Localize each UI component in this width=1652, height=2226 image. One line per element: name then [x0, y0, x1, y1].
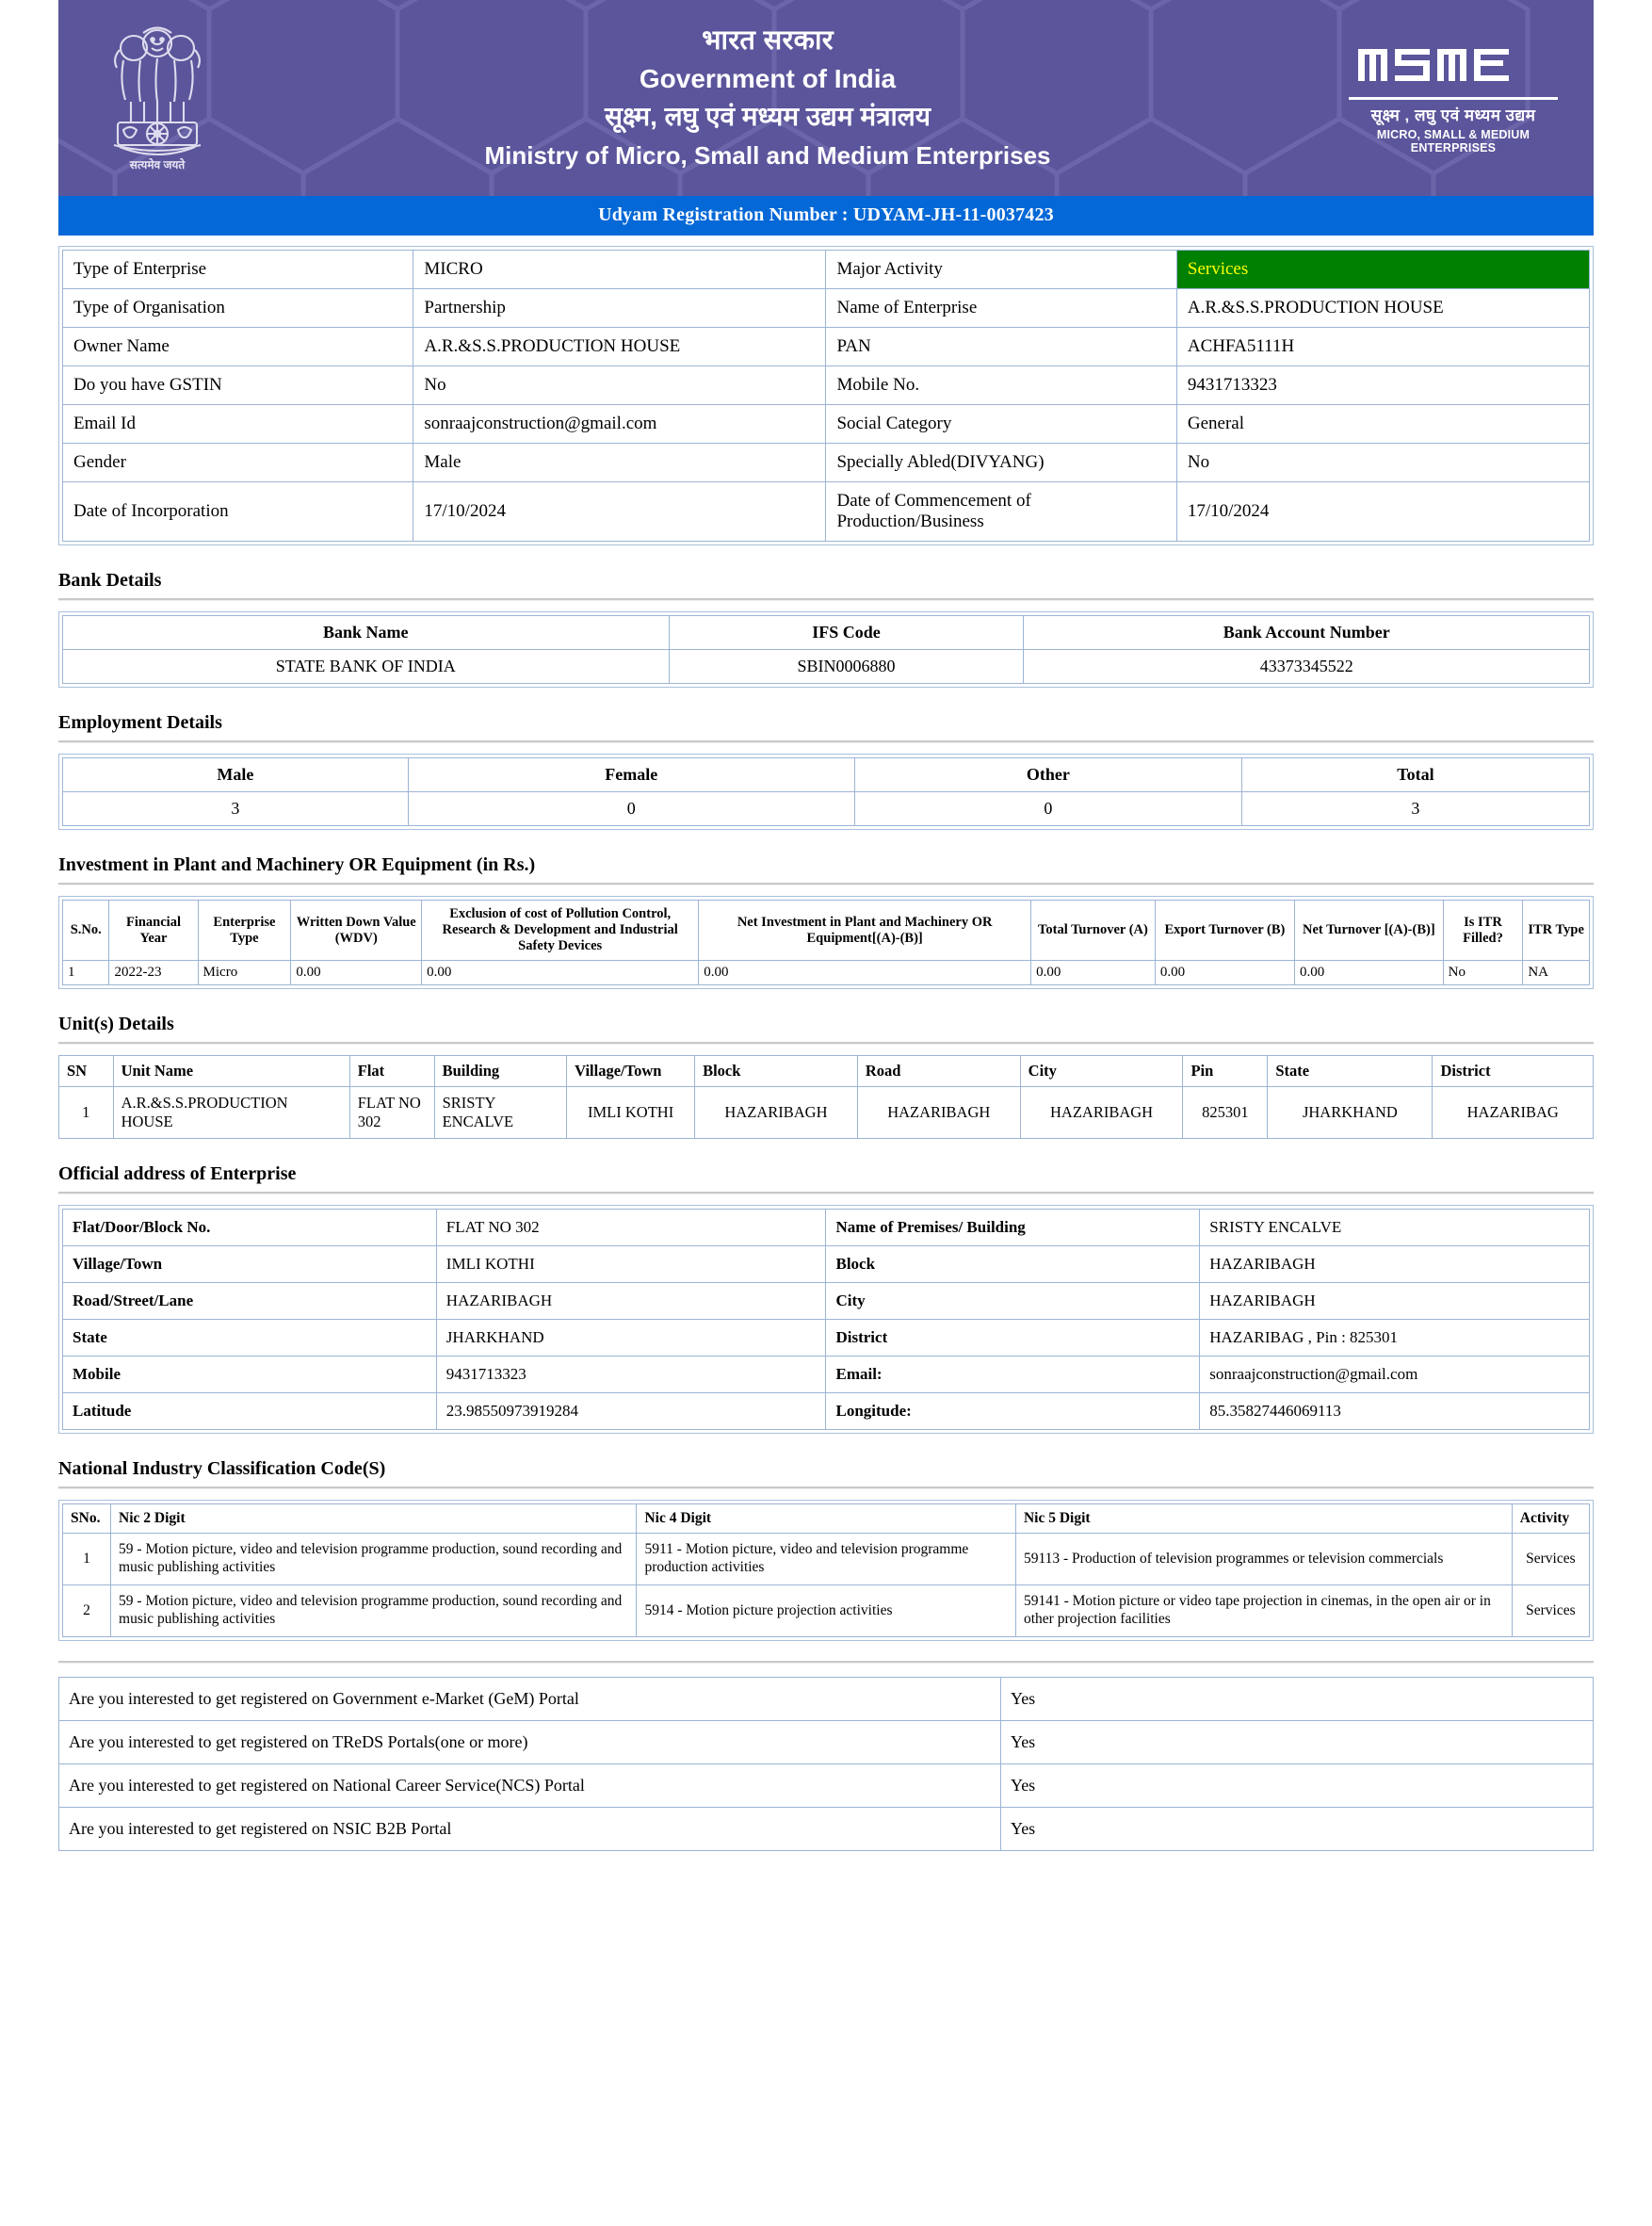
portal-answer: Yes: [1001, 1677, 1594, 1720]
section-divider: [58, 883, 1594, 886]
official-address-table-wrap: [58, 1205, 1594, 1434]
table-cell: HAZARIBAG: [1433, 1087, 1594, 1139]
table-row: [63, 251, 1590, 289]
table-cell: 5914 - Motion picture projection activities: [637, 1585, 1015, 1637]
field-value: 9431713323: [436, 1357, 826, 1393]
field-value: Male: [413, 444, 826, 482]
field-value: 17/10/2024: [1176, 482, 1589, 542]
column-header: SNo.: [63, 1504, 111, 1534]
table-cell: 59141 - Motion picture or video tape projection in cinemas, in the open air or in other projection facilities: [1015, 1585, 1512, 1637]
portal-interest-table-wrap: [58, 1677, 1594, 1851]
table-cell: 0: [854, 792, 1241, 826]
column-header: Activity: [1512, 1504, 1589, 1534]
employment-details-heading: Employment Details: [58, 712, 222, 733]
column-header: Unit Name: [113, 1056, 349, 1087]
table-cell: JHARKHAND: [1268, 1087, 1433, 1139]
employment-details-table: [62, 757, 1590, 826]
table-cell: 0.00: [1155, 961, 1294, 985]
field-label: City: [826, 1283, 1200, 1320]
header-title-hindi: भारत सरकार: [702, 25, 834, 57]
units-details-table-wrap: [58, 1055, 1594, 1139]
field-value: 9431713323: [1176, 366, 1589, 405]
table-cell: No: [1443, 961, 1523, 985]
units-details-heading: Unit(s) Details: [58, 1014, 174, 1035]
table-cell: HAZARIBAGH: [857, 1087, 1020, 1139]
column-header: Exclusion of cost of Pollution Control, Research & Development and Industrial Safety Devices: [422, 901, 699, 961]
investment-table: [62, 900, 1590, 985]
msme-logo-divider: [1349, 97, 1558, 100]
header-ministry-hindi: सूक्ष्म, लघु एवं मध्यम उद्यम मंत्रालय: [604, 102, 931, 132]
official-address-table: [62, 1209, 1590, 1430]
table-cell: 0.00: [1295, 961, 1444, 985]
field-value: sonraajconstruction@gmail.com: [413, 405, 826, 444]
field-label: Type of Enterprise: [63, 251, 413, 289]
ashoka-emblem-icon: [87, 19, 228, 177]
table-header-row: [63, 616, 1590, 650]
nic-codes-table: [62, 1503, 1590, 1637]
column-header: SN: [59, 1056, 114, 1087]
table-row: [59, 1763, 1594, 1807]
column-header: Is ITR Filled?: [1443, 901, 1523, 961]
field-value: JHARKHAND: [436, 1320, 826, 1357]
column-header: Net Turnover [(A)-(B)]: [1295, 901, 1444, 961]
section-divider: [58, 1661, 1594, 1664]
table-cell: 0.00: [1031, 961, 1156, 985]
table-row: [63, 961, 1590, 985]
field-label: District: [826, 1320, 1200, 1357]
field-label: Email Id: [63, 405, 413, 444]
table-row: [63, 650, 1590, 684]
portal-answer: Yes: [1001, 1720, 1594, 1763]
table-row: [63, 1357, 1590, 1393]
field-value: No: [1176, 444, 1589, 482]
table-row: [63, 366, 1590, 405]
nic-codes-heading: National Industry Classification Code(S): [58, 1458, 386, 1480]
table-cell: A.R.&S.S.PRODUCTION HOUSE: [113, 1087, 349, 1139]
government-header-banner: [58, 0, 1594, 196]
field-label: Specially Abled(DIVYANG): [826, 444, 1176, 482]
field-label: Name of Enterprise: [826, 289, 1176, 328]
column-header: Nic 4 Digit: [637, 1504, 1015, 1534]
field-value: IMLI KOTHI: [436, 1246, 826, 1283]
table-cell: Services: [1512, 1585, 1589, 1637]
msme-logo-english: MICRO, SMALL & MEDIUM ENTERPRISES: [1376, 128, 1531, 154]
bank-details-table-wrap: [58, 611, 1594, 688]
column-header: Export Turnover (B): [1155, 901, 1294, 961]
column-header: State: [1268, 1056, 1433, 1087]
section-divider: [58, 1487, 1594, 1489]
field-value: ACHFA5111H: [1176, 328, 1589, 366]
column-header: Other: [854, 758, 1241, 792]
table-cell: 1: [63, 961, 109, 985]
field-label: Type of Organisation: [63, 289, 413, 328]
table-cell: SRISTY ENCALVE: [434, 1087, 567, 1139]
table-cell: 0.00: [291, 961, 422, 985]
table-cell: STATE BANK OF INDIA: [63, 650, 670, 684]
table-cell: FLAT NO 302: [349, 1087, 434, 1139]
field-label: Mobile No.: [826, 366, 1176, 405]
field-label: Do you have GSTIN: [63, 366, 413, 405]
field-label: Social Category: [826, 405, 1176, 444]
field-value: No: [413, 366, 826, 405]
portal-interest-table: [58, 1677, 1594, 1851]
udyam-registration-number-bar: Udyam Registration Number : UDYAM-JH-11-0037423: [58, 196, 1594, 236]
column-header: Total: [1241, 758, 1589, 792]
column-header: Flat: [349, 1056, 434, 1087]
table-header-row: [63, 758, 1590, 792]
table-cell: 3: [63, 792, 409, 826]
table-cell: 59 - Motion picture, video and television programme production, sound recording and music publishing activities: [111, 1534, 637, 1585]
column-header: Road: [857, 1056, 1020, 1087]
header-title-english: Government of India: [639, 64, 897, 94]
field-label: Road/Street/Lane: [63, 1283, 437, 1320]
table-row: [63, 444, 1590, 482]
table-header-row: [63, 901, 1590, 961]
investment-table-wrap: [58, 896, 1594, 989]
table-cell: 1: [63, 1534, 111, 1585]
msme-wordmark-icon: [1356, 41, 1550, 92]
column-header: Written Down Value (WDV): [291, 901, 422, 961]
field-label: Email:: [826, 1357, 1200, 1393]
column-header: S.No.: [63, 901, 109, 961]
table-cell: Micro: [198, 961, 291, 985]
column-header: Enterprise Type: [198, 901, 291, 961]
field-value: 85.35827446069113: [1200, 1393, 1590, 1430]
field-value: HAZARIBAGH: [1200, 1283, 1590, 1320]
column-header: Net Investment in Plant and Machinery OR Equipment[(A)-(B)]: [699, 901, 1031, 961]
table-cell: 43373345522: [1024, 650, 1590, 684]
table-cell: 2022-23: [109, 961, 198, 985]
table-row: [63, 328, 1590, 366]
table-row: [63, 1585, 1590, 1637]
column-header: ITR Type: [1523, 901, 1590, 961]
column-header: Bank Account Number: [1024, 616, 1590, 650]
section-divider: [58, 1042, 1594, 1045]
field-value: A.R.&S.S.PRODUCTION HOUSE: [413, 328, 826, 366]
svg-text:सत्यमेव जयते: सत्यमेव जयते: [129, 158, 186, 171]
section-divider: [58, 740, 1594, 743]
field-value: A.R.&S.S.PRODUCTION HOUSE: [1176, 289, 1589, 328]
column-header: Male: [63, 758, 409, 792]
portal-answer: Yes: [1001, 1807, 1594, 1850]
column-header: Village/Town: [567, 1056, 695, 1087]
table-cell: 59113 - Production of television programmes or television commercials: [1015, 1534, 1512, 1585]
field-label: Date of Commencement of Production/Business: [826, 482, 1176, 542]
field-value: HAZARIBAGH: [436, 1283, 826, 1320]
section-divider: [58, 598, 1594, 601]
field-value: General: [1176, 405, 1589, 444]
table-row: [63, 1320, 1590, 1357]
field-label: Village/Town: [63, 1246, 437, 1283]
table-cell: 1: [59, 1087, 114, 1139]
table-row: [59, 1720, 1594, 1763]
field-label: Latitude: [63, 1393, 437, 1430]
table-row: [59, 1807, 1594, 1850]
enterprise-details-table: [62, 250, 1590, 542]
table-row: [63, 289, 1590, 328]
field-label: Block: [826, 1246, 1200, 1283]
column-header: Building: [434, 1056, 567, 1087]
table-row: [63, 405, 1590, 444]
table-cell: IMLI KOTHI: [567, 1087, 695, 1139]
table-row: [63, 1534, 1590, 1585]
header-ministry-english: Ministry of Micro, Small and Medium Enterprises: [484, 140, 1051, 170]
table-row: [59, 1677, 1594, 1720]
employment-details-table-wrap: [58, 754, 1594, 830]
enterprise-details-table-wrap: [58, 246, 1594, 545]
field-label: Owner Name: [63, 328, 413, 366]
table-row: [63, 1246, 1590, 1283]
column-header: Nic 5 Digit: [1015, 1504, 1512, 1534]
field-label: Longitude:: [826, 1393, 1200, 1430]
table-cell: SBIN0006880: [669, 650, 1024, 684]
msme-logo-hindi: सूक्ष्म , लघु एवं मध्यम उद्यम: [1370, 106, 1536, 124]
table-row: [63, 1210, 1590, 1246]
units-details-table: [58, 1055, 1594, 1139]
column-header: Block: [695, 1056, 858, 1087]
table-header-row: [59, 1056, 1594, 1087]
column-header: Bank Name: [63, 616, 670, 650]
bank-details-table: [62, 615, 1590, 684]
bank-details-heading: Bank Details: [58, 570, 162, 591]
field-value: Partnership: [413, 289, 826, 328]
field-value: FLAT NO 302: [436, 1210, 826, 1246]
field-value: SRISTY ENCALVE: [1200, 1210, 1590, 1246]
portal-question: Are you interested to get registered on NSIC B2B Portal: [59, 1807, 1001, 1850]
portal-answer: Yes: [1001, 1763, 1594, 1807]
msme-logo: [1336, 41, 1571, 154]
table-row: [59, 1087, 1594, 1139]
table-cell: HAZARIBAGH: [1020, 1087, 1183, 1139]
table-header-row: [63, 1504, 1590, 1534]
field-value: 17/10/2024: [413, 482, 826, 542]
field-value: HAZARIBAG , Pin : 825301: [1200, 1320, 1590, 1357]
table-cell: 59 - Motion picture, video and television programme production, sound recording and music publishing activities: [111, 1585, 637, 1637]
column-header: Female: [408, 758, 854, 792]
spacer: [0, 1641, 1652, 1654]
table-cell: NA: [1523, 961, 1590, 985]
table-cell: 825301: [1183, 1087, 1268, 1139]
table-cell: 0: [408, 792, 854, 826]
header-title-block: [228, 24, 1336, 171]
field-value: 23.98550973919284: [436, 1393, 826, 1430]
investment-heading: Investment in Plant and Machinery OR Equipment (in Rs.): [58, 854, 536, 875]
table-cell: 0.00: [699, 961, 1031, 985]
official-address-heading: Official address of Enterprise: [58, 1163, 297, 1185]
section-divider: [58, 1192, 1594, 1194]
field-label: Name of Premises/ Building: [826, 1210, 1200, 1246]
field-label: Date of Incorporation: [63, 482, 413, 542]
portal-question: Are you interested to get registered on National Career Service(NCS) Portal: [59, 1763, 1001, 1807]
field-label: Major Activity: [826, 251, 1176, 289]
column-header: City: [1020, 1056, 1183, 1087]
table-row: [63, 1283, 1590, 1320]
column-header: IFS Code: [669, 616, 1024, 650]
column-header: Total Turnover (A): [1031, 901, 1156, 961]
table-row: [63, 792, 1590, 826]
nic-codes-table-wrap: [58, 1500, 1594, 1641]
portal-question: Are you interested to get registered on TReDS Portals(one or more): [59, 1720, 1001, 1763]
table-row: [63, 482, 1590, 542]
field-label: PAN: [826, 328, 1176, 366]
table-cell: HAZARIBAGH: [695, 1087, 858, 1139]
field-value: MICRO: [413, 251, 826, 289]
column-header: Pin: [1183, 1056, 1268, 1087]
column-header: Nic 2 Digit: [111, 1504, 637, 1534]
field-label: Mobile: [63, 1357, 437, 1393]
major-activity-badge: Services: [1176, 251, 1589, 289]
table-cell: 2: [63, 1585, 111, 1637]
table-cell: 3: [1241, 792, 1589, 826]
field-value: sonraajconstruction@gmail.com: [1200, 1357, 1590, 1393]
field-value: HAZARIBAGH: [1200, 1246, 1590, 1283]
column-header: District: [1433, 1056, 1594, 1087]
table-cell: Services: [1512, 1534, 1589, 1585]
column-header: Financial Year: [109, 901, 198, 961]
field-label: State: [63, 1320, 437, 1357]
table-cell: 0.00: [422, 961, 699, 985]
portal-question: Are you interested to get registered on Government e-Market (GeM) Portal: [59, 1677, 1001, 1720]
field-label: Gender: [63, 444, 413, 482]
table-cell: 5911 - Motion picture, video and television programme production activities: [637, 1534, 1015, 1585]
field-label: Flat/Door/Block No.: [63, 1210, 437, 1246]
table-row: [63, 1393, 1590, 1430]
